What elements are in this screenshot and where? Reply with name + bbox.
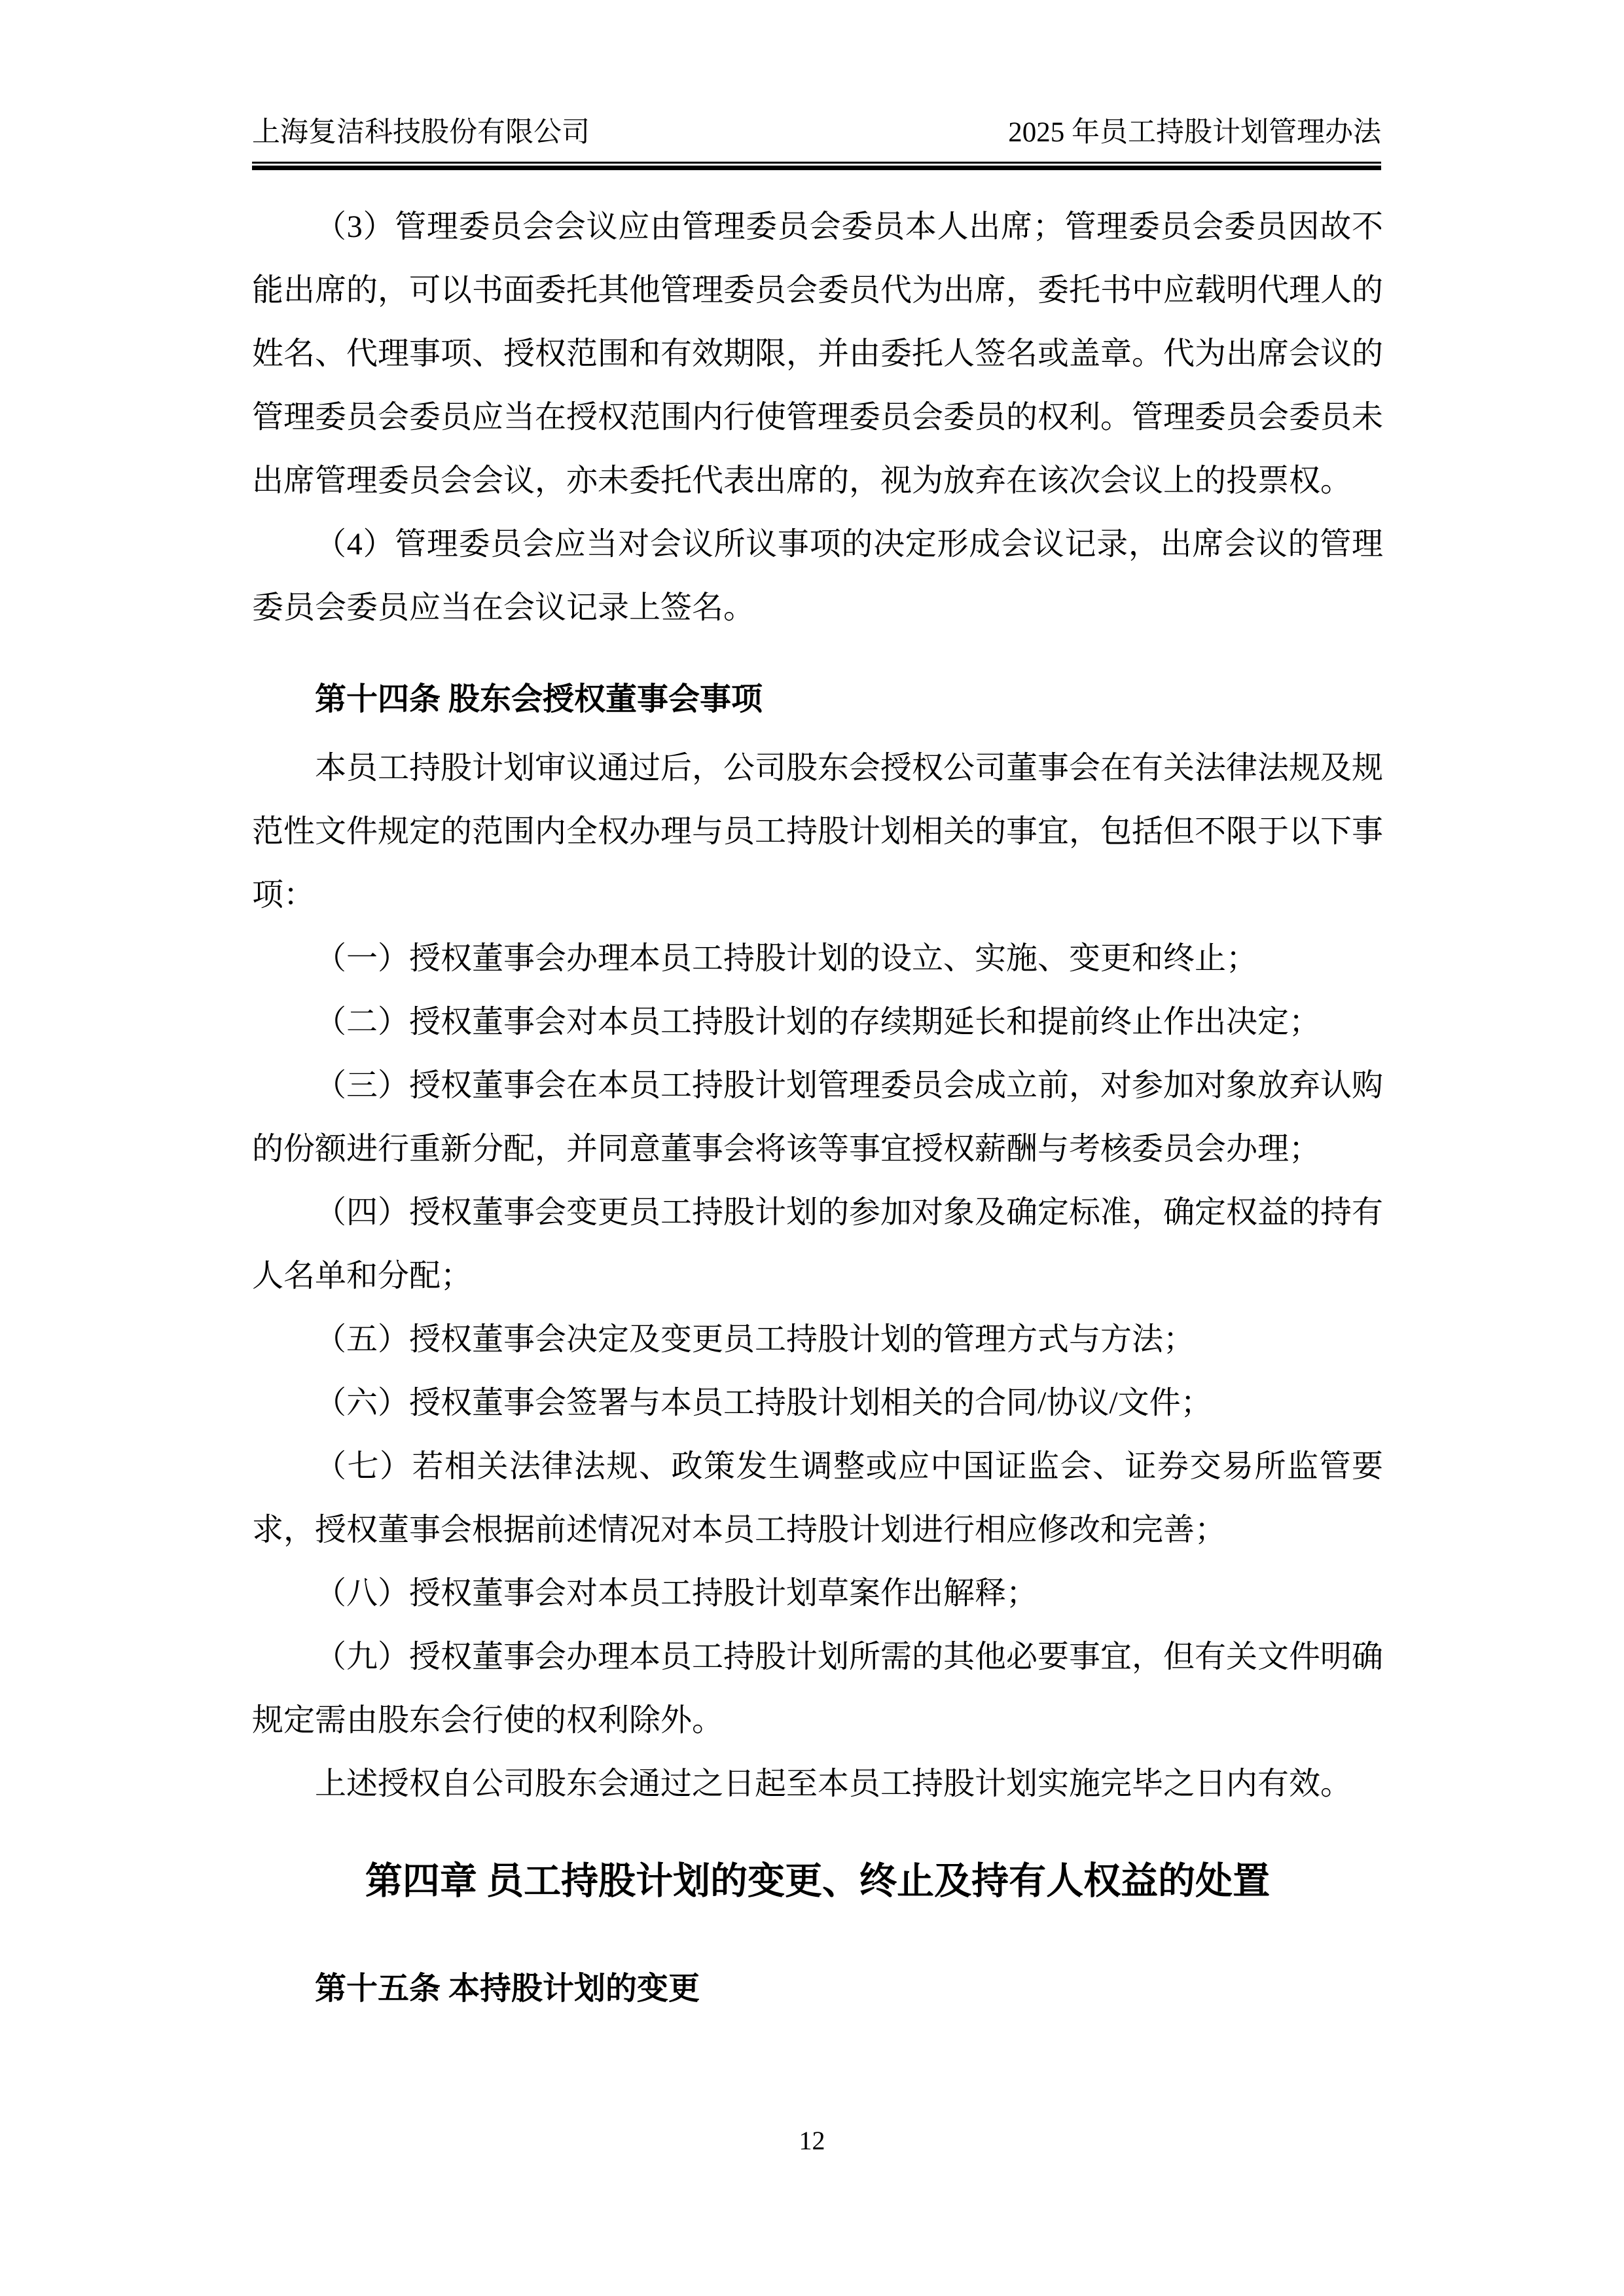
page-number: 12 xyxy=(799,2126,825,2155)
paragraph: 上述授权自公司股东会通过之日起至本员工持股计划实施完毕之日内有效。 xyxy=(315,1767,1352,1801)
paragraph: （3）管理委员会会议应由管理委员会委员本人出席；管理委员会委员因故不能出席的，可以书面委托其他管理委员会委员代为出席，委托书中应载明代理人的姓名、代理事项、授权范围和有效期限，并由委托人签名或盖章。代为出席会议的管理委员会委员应当在授权范围内行使管理委员会委员的权利。管理委员会委员未出席管理委员会会议，亦未委托代表出席的，视为放弃在该次会议上的投票权。 xyxy=(252,209,1384,498)
section-heading-article-14: 第十四条 股东会授权董事会事项 xyxy=(315,682,763,717)
section-heading-article-15: 第十五条 本持股计划的变更 xyxy=(315,1971,700,2006)
header-rule xyxy=(252,162,1381,170)
list-item: （六）授权董事会签署与本员工持股计划相关的合同/协议/文件； xyxy=(315,1386,1212,1420)
chapter-heading-4: 第四章 员工持股计划的变更、终止及持有人权益的处置 xyxy=(365,1861,1271,1902)
header-doc-title: 2025 年员工持股计划管理办法 xyxy=(1008,117,1381,148)
page-footer xyxy=(0,2126,1624,2156)
paragraph: （4）管理委员会应当对会议所议事项的决定形成会议记录，出席会议的管理委员会委员应当在会议记录上签名。 xyxy=(252,527,1383,625)
list-item: （二）授权董事会对本员工持股计划的存续期延长和提前终止作出决定； xyxy=(315,1005,1321,1039)
paragraph: 本员工持股计划审议通过后，公司股东会授权公司董事会在有关法律法规及规范性文件规定的范围内全权办理与员工持股计划相关的事宜，包括但不限于以下事项： xyxy=(252,751,1384,912)
list-item: （四）授权董事会变更员工持股计划的参加对象及确定标准，确定权益的持有人名单和分配； xyxy=(252,1195,1384,1293)
page-header xyxy=(252,117,1381,149)
list-item: （一）授权董事会办理本员工持股计划的设立、实施、变更和终止； xyxy=(315,941,1258,976)
header-company-name: 上海复洁科技股份有限公司 xyxy=(252,117,590,148)
list-item: （八）授权董事会对本员工持股计划草案作出解释； xyxy=(315,1576,1038,1611)
list-item: （九）授权董事会办理本员工持股计划所需的其他必要事宜，但有关文件明确规定需由股东会行使的权利除外。 xyxy=(252,1640,1384,1738)
list-item: （七）若相关法律法规、政策发生调整或应中国证监会、证券交易所监管要求，授权董事会根据前述情况对本员工持股计划进行相应修改和完善； xyxy=(252,1449,1383,1547)
document-body xyxy=(252,195,1383,2026)
list-item: （五）授权董事会决定及变更员工持股计划的管理方式与方法； xyxy=(315,1322,1195,1357)
list-item: （三）授权董事会在本员工持股计划管理委员会成立前，对参加对象放弃认购的份额进行重新分配，并同意董事会将该等事宜授权薪酬与考核委员会办理； xyxy=(252,1068,1384,1166)
